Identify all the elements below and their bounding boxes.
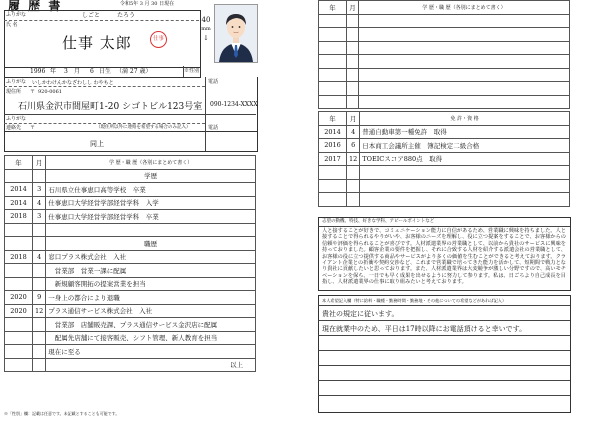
birth-year: 1996 (30, 68, 46, 75)
history-year (5, 318, 33, 332)
license-text: TOEICスコア880点 取得 (360, 152, 570, 166)
history-row (5, 291, 256, 305)
name-label: 氏 名 (6, 22, 18, 28)
history-year (5, 237, 33, 251)
license-text: 普通自動車第一種免許 取得 (360, 125, 570, 139)
license-col-year: 年 (319, 112, 347, 126)
license-row (319, 139, 570, 153)
footnote: ※「性別」欄：記載は任意です。未記載とすることも可能です。 (4, 411, 120, 416)
motivation-label: 志望の動機、特技、好きな学科、アピールポイントなど (322, 219, 435, 224)
birth-day: 6 (90, 68, 94, 75)
history-row (5, 210, 256, 224)
license-month: 4 (347, 125, 360, 139)
history-row (5, 358, 256, 372)
license-row (319, 152, 570, 166)
history-year: 2018 (5, 250, 33, 264)
history-text: 配属先店舗にて接客販売、シフト管理、新人教育を担当 (46, 331, 256, 345)
history-month: 3 (33, 210, 46, 224)
history-row (5, 237, 256, 251)
history-month (33, 345, 46, 359)
applicant-name: 仕事 太郎 (62, 34, 132, 52)
history-year (5, 277, 33, 291)
history-row (5, 304, 256, 318)
name-furigana-first: しごと (82, 12, 101, 19)
phone-number: 090-1234-XXXX (210, 101, 258, 108)
seal-stamp: 仕事 (150, 31, 167, 48)
history-text: 職歴 (46, 237, 256, 251)
history-text: 営業部 営業一課に配属 (46, 264, 256, 278)
history-month: 4 (33, 196, 46, 210)
history-month (33, 169, 46, 183)
history-text: 一身上の都合により退職 (46, 291, 256, 305)
history-year (5, 331, 33, 345)
license-month: 6 (347, 139, 360, 153)
gender-label: ※性別 (184, 68, 200, 74)
history-month: 9 (33, 291, 46, 305)
history-month (33, 264, 46, 278)
history-month (33, 223, 46, 237)
history-month: 3 (33, 183, 46, 197)
history-row (5, 264, 256, 278)
request-line-1: 貴社の規定に従います。 (322, 310, 399, 318)
history-row (5, 345, 256, 359)
history-row (5, 318, 256, 332)
id-photo (214, 4, 258, 63)
history-text: 以上 (46, 358, 256, 372)
postal-code: 920-0061 (38, 89, 62, 95)
photo-unit-label: mm (201, 26, 211, 32)
photo-size-label: 40 (201, 16, 211, 24)
license-col-month: 月 (347, 112, 360, 126)
request-line-2: 現在就業中のため、平日は17時以降にお電話頂けると幸いです。 (322, 325, 527, 333)
license-year: 2014 (319, 125, 347, 139)
history-col-month: 月 (33, 156, 46, 170)
age: （満 27 歳） (116, 68, 152, 75)
history-year (5, 264, 33, 278)
history-text: 営業部 店舗販売課、プラス通信サービス金沢店に配属 (46, 318, 256, 332)
history-row (5, 183, 256, 197)
history-text: 窓口プラス株式会社 入社 (46, 250, 256, 264)
history-month (33, 237, 46, 251)
contact-phone-label: 電話 (208, 125, 219, 131)
name-furigana-label: ふりがな (6, 12, 27, 18)
request-label: 本人希望記入欄（特に給料・職種・勤務時間・勤務地・その他についての希望などがあれば記入） (322, 298, 507, 303)
history-row (5, 169, 256, 183)
resume-date: 令和5年 3 月 30 日現在 (120, 1, 175, 7)
history-month: 12 (33, 304, 46, 318)
history-year (5, 169, 33, 183)
history-year: 2020 (5, 304, 33, 318)
history-table (4, 155, 256, 372)
address-furigana-label: ふりがな (6, 79, 27, 85)
history-col-title: 学 歴・職 歴（各別にまとめて書く） (46, 156, 256, 170)
history-year: 2014 (5, 196, 33, 210)
history-text: 学歴 (46, 169, 256, 183)
arrow-down-icon: ↓ (203, 34, 209, 42)
resume-title: 履 歴 書 (8, 0, 63, 13)
history-text: 現在に至る (46, 345, 256, 359)
history-row (5, 277, 256, 291)
license-table (318, 111, 570, 207)
history-year: 2020 (5, 291, 33, 305)
history-year (5, 345, 33, 359)
history-text: 仕事恵口大学経営学部経営学科 入学 (46, 196, 256, 210)
contact-value: 同上 (90, 140, 104, 148)
history-text: 石川県立仕事恵口高等学校 卒業 (46, 183, 256, 197)
history-month: 4 (33, 250, 46, 264)
address-furigana: いしかわけんかなざわしし わやもと (32, 80, 114, 86)
history-year: 2018 (5, 210, 33, 224)
history-year (5, 223, 33, 237)
license-col-title: 免 許・資 格 (360, 112, 570, 126)
history-month (33, 318, 46, 332)
history-col-year: 年 (5, 156, 33, 170)
name-furigana-last: たろう (117, 12, 136, 19)
history-row (5, 331, 256, 345)
history-row (5, 250, 256, 264)
current-address: 石川県金沢市間屋町1-20 シゴトビル123号室 (18, 102, 203, 112)
history-row (5, 196, 256, 210)
license-row (319, 125, 570, 139)
motivation-text: 人と接することが好きで、コミュニケーション能力に自信があるため、営業職に興味を持ちました。人と接することで得られるやりがいや、お客様のニーズを理解し、役に立つ提案をすることで、お客様からの信頼や評価を得られることが喜びです。人材派遣業界の営業職として、以前から貴社のサービスに興味を持っておりました。顧客企業の要件を把握し、それに合致する人材を紹介する派遣会社の営業職として、お客様の役に立つ提供する商品やサービスがより多くの価値を生むことができると考えております。クライアント企業との折衝や契約交渉など、これまで営業職で培ってきた能力を活かして、短期間で戦力となり貴社に貢献したいと思っております。また、人材派遣業界は大変競争が激しい分野ですので、高いモチベーションを保ち、一日でも早く成果を出せるように努力して参ります。私は、日ごろより自己成長を目指し、人材派遣業界の仕事に取り組みたいと考えております。 (322, 228, 566, 286)
history-month (33, 277, 46, 291)
license-month: 12 (347, 152, 360, 166)
license-year: 2017 (319, 152, 347, 166)
history-text: プラス通信サービス株式会社 入社 (46, 304, 256, 318)
history-month (33, 358, 46, 372)
history-continued-table: 年 月 学 歴・職 歴（各別にまとめて書く） (318, 0, 570, 109)
contact-note: （現住所以外に連絡を希望する場合のみ記入） (96, 125, 191, 130)
contact-furigana-label: ふりがな (6, 116, 27, 122)
license-text: 日本商工会議所主催 簿記検定二級合格 (360, 139, 570, 153)
birth-month: 3 (64, 68, 68, 75)
contact-label: 連絡先 (6, 125, 22, 131)
history-month (33, 331, 46, 345)
history-text: 仕事恵口大学経営学部経営学科 卒業 (46, 210, 256, 224)
history-text (46, 223, 256, 237)
phone-label: 電話 (208, 79, 219, 85)
license-year: 2016 (319, 139, 347, 153)
history-text: 新規顧客開拓の提案営業を担当 (46, 277, 256, 291)
history-year: 2014 (5, 183, 33, 197)
address-label: 現住所 (6, 89, 22, 95)
history-row (5, 223, 256, 237)
history-year (5, 358, 33, 372)
